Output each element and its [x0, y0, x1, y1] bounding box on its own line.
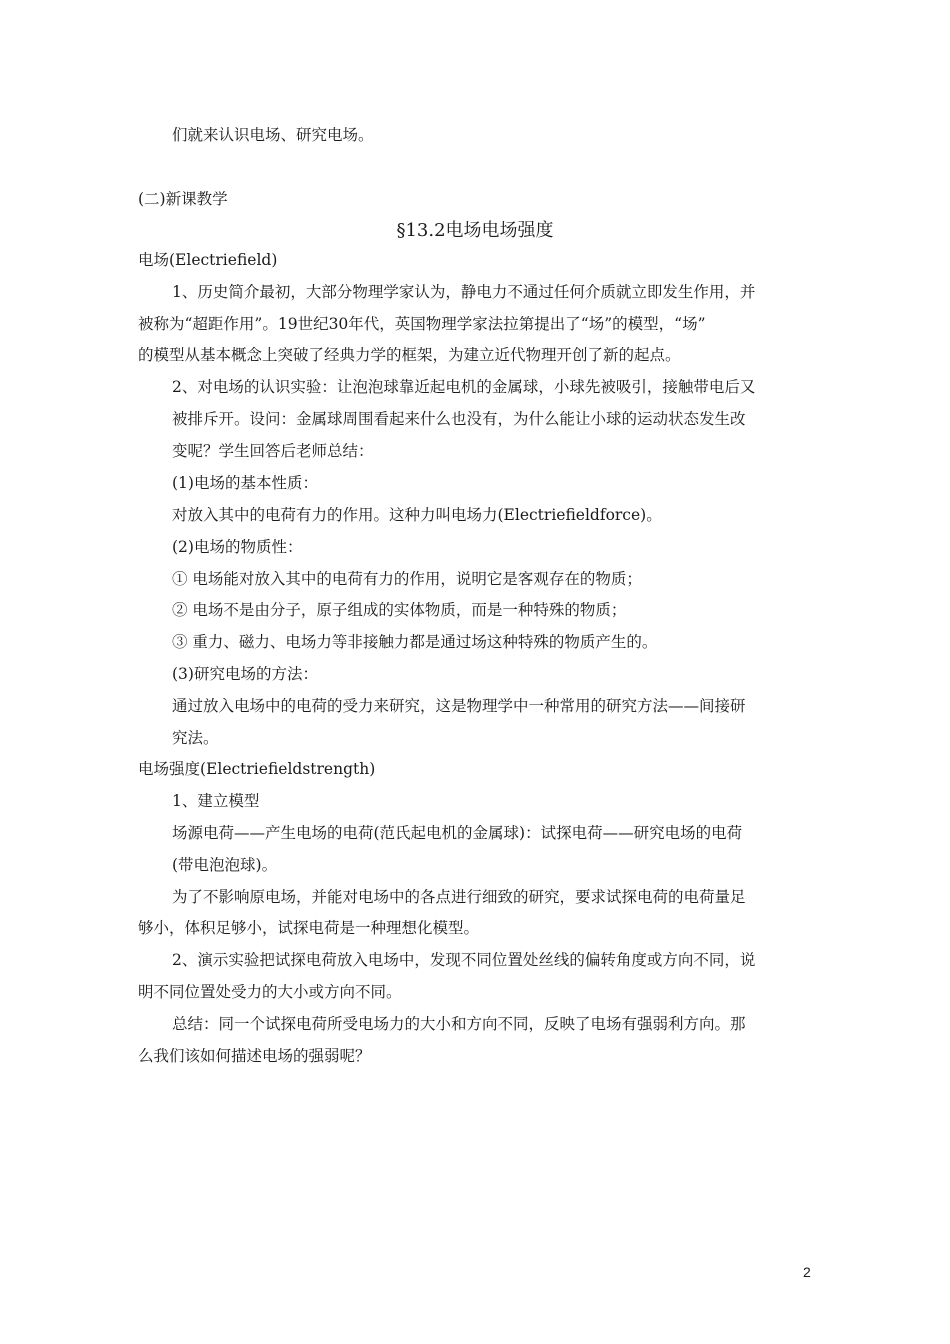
ideal-model-line-1: 为了不影响原电场，并能对电场中的各点进行细致的研究，要求试探电荷的电荷量足 [172, 888, 746, 906]
basic-property-heading: (1)电场的基本性质： [172, 474, 318, 492]
summary-line-1: 总结：同一个试探电荷所受电场力的大小和方向不同，反映了电场有强弱利方向。那 [172, 1015, 746, 1033]
experiment-line-1: 2、对电场的认识实验：让泡泡球靠近起电机的金属球，小球先被吸引，接触带电后又 [172, 378, 756, 396]
page-number: 2 [803, 1264, 811, 1280]
material-heading: (2)电场的物质性： [172, 538, 303, 556]
history-line-2: 被称为“超距作用”。19世纪30年代，英国物理学家法拉第提出了“场”的模型，“场” [138, 315, 706, 333]
basic-property-text: 对放入其中的电荷有力的作用。这种力叫电场力(Electriefieldforce)。 [172, 506, 662, 524]
intro-line: 们就来认识电场、研究电场。 [172, 126, 374, 144]
heading-electric-field: 电场(Electriefield) [138, 251, 278, 269]
method-line-2: 究法。 [172, 729, 219, 747]
experiment-line-2: 被排斥开。设问：金属球周围看起来什么也没有，为什么能让小球的运动状态发生改 [172, 410, 746, 428]
method-heading: (3)研究电场的方法： [172, 665, 318, 683]
heading-field-strength: 电场强度(Electriefieldstrength) [138, 760, 376, 778]
experiment-line-3: 变呢？学生回答后老师总结： [172, 442, 374, 460]
material-item-1: ① 电场能对放入其中的电荷有力的作用，说明它是客观存在的物质； [172, 570, 642, 588]
summary-line-2: 么我们该如何描述电场的强弱呢？ [138, 1047, 371, 1065]
history-line-3: 的模型从基本概念上突破了经典力学的框架，为建立近代物理开创了新的起点。 [138, 346, 681, 364]
demo-line-1: 2、演示实验把试探电荷放入电场中，发现不同位置处丝线的偏转角度或方向不同，说 [172, 951, 756, 969]
material-item-3: ③ 重力、磁力、电场力等非接触力都是通过场这种特殊的物质产生的。 [172, 633, 658, 651]
model-heading: 1、建立模型 [172, 792, 260, 810]
model-line-1: 场源电荷——产生电场的电荷(范氏起电机的金属球)：试探电荷——研究电场的电荷 [172, 824, 743, 842]
demo-line-2: 明不同位置处受力的大小或方向不同。 [138, 983, 402, 1001]
method-line-1: 通过放入电场中的电荷的受力来研究，这是物理学中一种常用的研究方法——间接研 [172, 697, 746, 715]
page-title: §13.2电场电场强度 [396, 220, 554, 241]
ideal-model-line-2: 够小，体积足够小，试探电荷是一种理想化模型。 [138, 919, 480, 937]
history-line-1: 1、历史简介最初，大部分物理学家认为，静电力不通过任何介质就立即发生作用，并 [172, 283, 756, 301]
material-item-2: ② 电场不是由分子，原子组成的实体物质，而是一种特殊的物质； [172, 601, 627, 619]
section-label: (二)新课教学 [138, 190, 228, 208]
model-line-2: (带电泡泡球)。 [172, 856, 278, 874]
